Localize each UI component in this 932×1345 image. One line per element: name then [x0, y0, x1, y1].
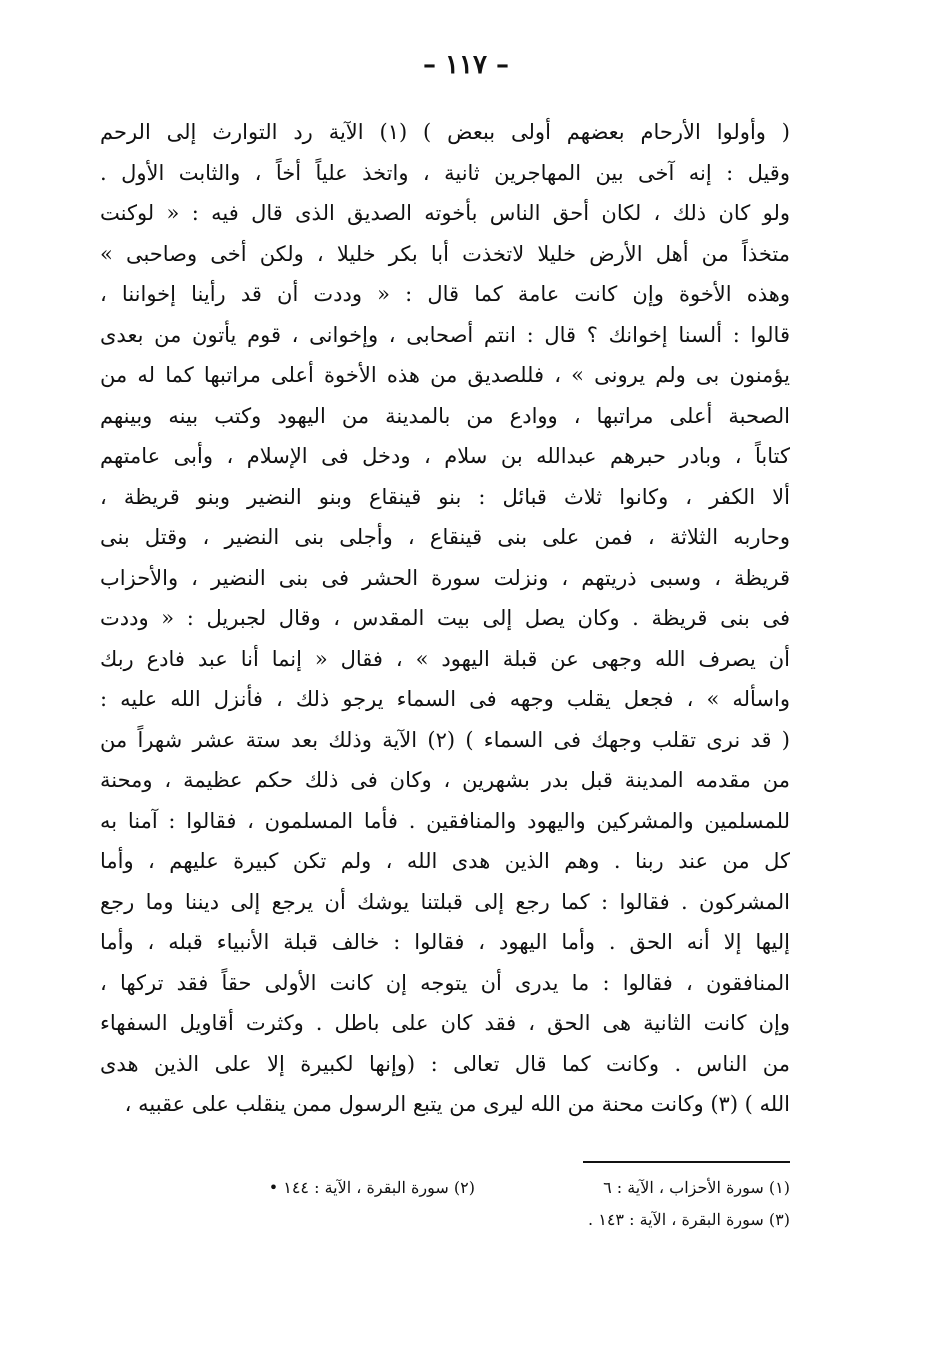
text-line: الله ) (٣) وكانت محنة من الله ليرى من يتبع الرسول ممن ينقلب على عقبيه ، [124, 1092, 790, 1116]
text-line: متخذاً من أهل الأرض خليلا لاتخذت أبا بكر خليلا ، ولكن أخى وصاحبى » [100, 241, 790, 266]
text-line: ( قد نرى تقلب وجهك فى السماء ) (٢) الآية وذلك بعد ستة عشر شهراً من [100, 727, 790, 752]
text-line: ( وأولوا الأرحام بعضهم أولى ببعض ) (١) الآية رد التوارث إلى الرحم [100, 120, 790, 144]
text-line: وحاربه الثلاثة ، فمن على بنى قينقاع ، وأجلى بنى النضير ، وقتل بنى [100, 525, 790, 549]
text-line: من مقدمه المدينة قبل بدر بشهرين ، وكان فى ذلك حكم عظيمة ، ومحنة [100, 768, 790, 792]
text-line: الصحبة أعلى مراتبها ، ووادع من بالمدينة من اليهود وكتب بينه وبينهم [100, 403, 790, 428]
text-line: للمسلمين والمشركين واليهود والمنافقين . فأما المسلمون ، فقالوا : آمنا به [100, 808, 790, 833]
footnote-row [160, 1204, 790, 1236]
text-line: المنافقون ، فقالوا : ما يدرى أن يتوجه إن كانت الأولى حقاً فقد تركها ، [100, 970, 790, 995]
body-text [100, 112, 790, 1125]
text-line: كل من عند ربنا . وهم الذين هدى الله ، ولم تكن كبيرة عليهم ، وأما [100, 849, 790, 873]
text-line: المشركون . فقالوا : كما رجع إلى قبلتنا يوشك أن يرجع إلى ديننا وما رجع [100, 889, 790, 914]
page-number: – ١١٧ – [422, 50, 510, 80]
text-line: ولو كان ذلك ، لكان أحق الناس بأخوته الصديق الذى قال فيه : « لوكنت [100, 201, 790, 225]
text-line: واسأله » ، فجعل يقلب وجهه فى السماء يرجو ذلك ، فأنزل الله عليه : [100, 687, 790, 711]
text-line: من الناس . وكانت كما قال تعالى : (وإنها لكبيرة إلا على الذين هدى [100, 1051, 790, 1076]
text-line: كتاباً ، وبادر حبرهم عبدالله بن سلام ، ودخل فى الإسلام ، وأبى عامتهم [100, 444, 790, 468]
text-line: فى بنى قريظة . وكان يصل إلى بيت المقدس ، وقال لجبريل : « وددت [100, 606, 790, 630]
footnotes [160, 1172, 790, 1236]
footnote-1: (١) سورة الأحزاب ، الآية : ٦ [603, 1178, 790, 1197]
text-line: وهذه الأخوة وإن كانت عامة كما قال : « وددت أن قد رأينا إخواننا ، [100, 282, 790, 306]
text-line: قريظة ، وسبى ذريتهم ، ونزلت سورة الحشر فى بنى النضير ، والأحزاب [100, 565, 790, 590]
footnote-row [160, 1172, 790, 1204]
text-line: أن يصرف الله وجهى عن قبلة اليهود » ، فقال « إنما أنا عبد فادع ربك [100, 646, 790, 671]
footnote-3: (٣) سورة البقرة ، الآية : ١٤٣ . [588, 1210, 790, 1229]
text-line: وإن كانت الثانية هى الحق ، فقد كان على باطل . وكثرت أقاويل السفهاء [100, 1011, 790, 1035]
text-line: ألا الكفر ، وكانوا ثلاث قبائل : بنو قينقاع وبنو النضير وبنو قريظة ، [100, 484, 790, 509]
text-line: وقيل : إنه آخى بين المهاجرين ثانية ، واتخذ علياً أخاً ، والثابت الأول . [100, 160, 790, 185]
text-line: يؤمنون بى ولم يرونى » ، فللصديق من هذه الأخوة أعلى مراتبها كما له من [100, 363, 790, 387]
footnote-divider [583, 1161, 790, 1163]
footnote-2: (٢) سورة البقرة ، الآية : ١٤٤ • [268, 1178, 475, 1197]
text-line: قالوا : ألسنا إخوانك ؟ قال : انتم أصحابى ، وإخوانى ، قوم يأتون من بعدى [100, 322, 790, 347]
text-line: إليها إلا أنه الحق . وأما اليهود ، فقالوا : خالف قبلة الأنبياء قبله ، وأما [100, 930, 790, 954]
